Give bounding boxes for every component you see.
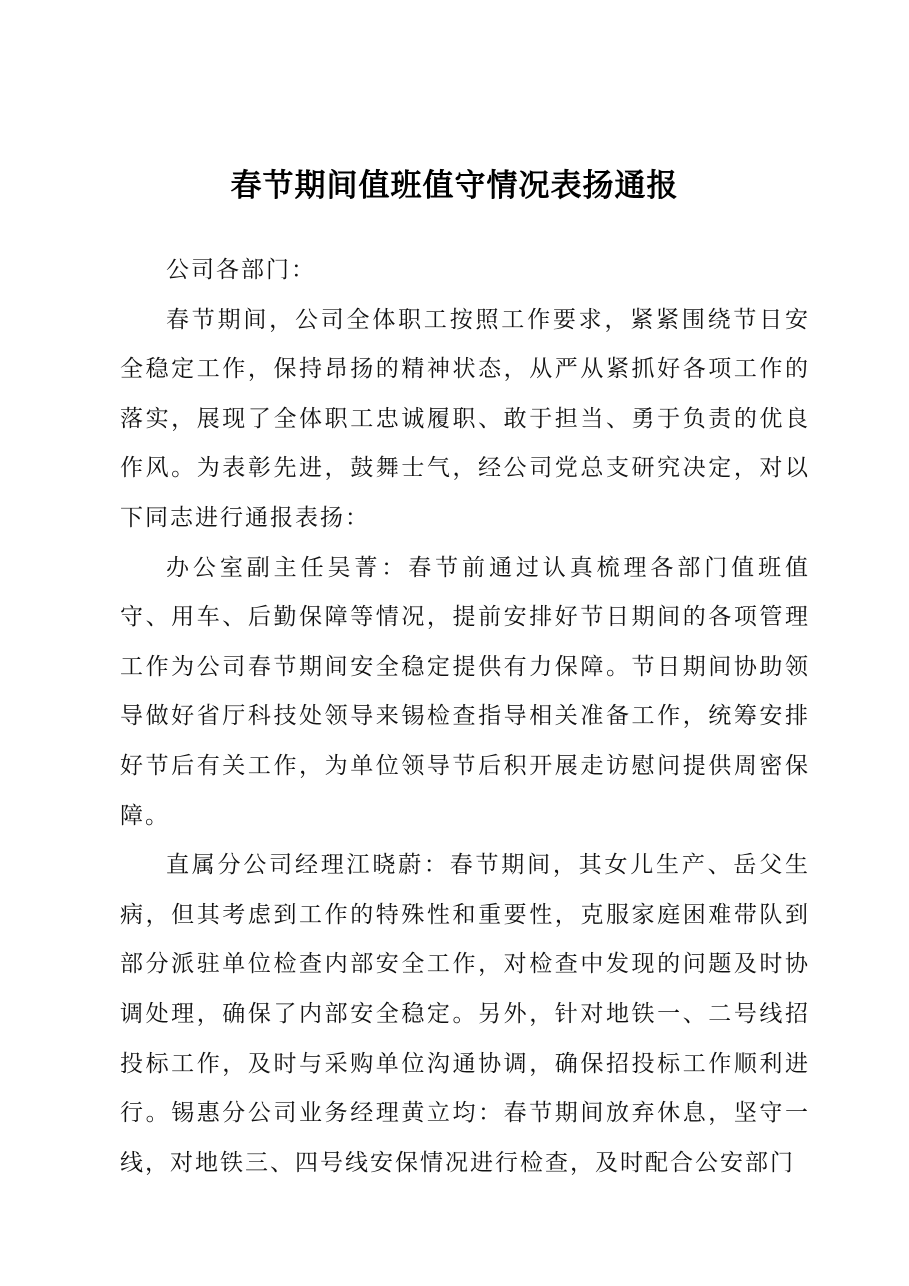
document-title: 春节期间值班值守情况表扬通报 xyxy=(230,168,679,204)
paragraph-intro: 春节期间，公司全体职工按照工作要求，紧紧围绕节日安全稳定工作，保持昂扬的精神状态，从严从紧抓好各项工作的落实，展现了全体职工忠诚履职、敢于担当、勇于负责的优良作风。为表彰先进，鼓舞士气，经公司党总支研究决定，对以下同志进行通报表扬： xyxy=(120,306,810,531)
paragraph-jiang-xiaowei: 直属分公司经理江晓蔚：春节期间，其女儿生产、岳父生病，但其考虑到工作的特殊性和重要性，克服家庭困难带队到部分派驻单位检查内部安全工作，对检查中发现的问题及时协调处理，确保了内部安全稳定。另外，针对地铁一、二号线招投标工作，及时与采购单位沟通协调，确保招投标工作顺利进行。锡惠分公司业务经理黄立均：春节期间放弃休息，坚守一线，对地铁三、四号线安保情况进行检查，及时配合公安部门 xyxy=(120,852,810,1176)
paragraph-wu-jing: 办公室副主任吴菁：春节前通过认真梳理各部门值班值守、用车、后勤保障等情况，提前安排好节日期间的各项管理工作为公司春节期间安全稳定提供有力保障。节日期间协助领导做好省厅科技处领导来锡检查指导相关准备工作，统筹安排好节后有关工作，为单位领导节后积开展走访慰问提供周密保障。 xyxy=(120,554,810,829)
document-body xyxy=(120,246,810,1188)
salutation: 公司各部门： xyxy=(166,257,316,283)
